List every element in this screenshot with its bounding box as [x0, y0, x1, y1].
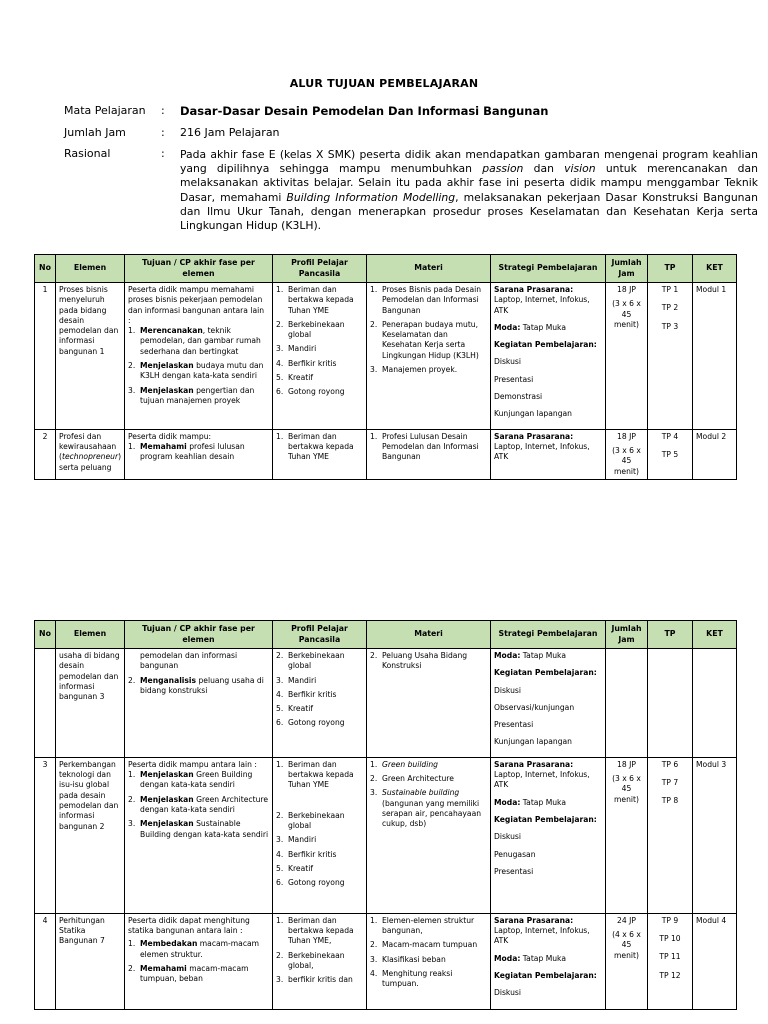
row-strategi: Sarana Prasarana: Laptop, Internet, Infokus, ATK Moda: Tatap Muka Kegiatan Pembelajaran: Diskusi Presentasi Demonstrasi Kunjungan lapangan: [491, 283, 606, 430]
row-tp: TP 4 TP 5: [648, 429, 693, 479]
header-strategi: Strategi Pembelajaran: [491, 621, 606, 649]
hours-value: 216 Jam Pelajaran: [180, 126, 280, 139]
hours-label: Jumlah Jam: [64, 126, 126, 139]
table-row: [35, 913, 737, 1009]
header-tp: TP: [648, 255, 693, 283]
row-profil: 2. Berkebinekaan global 3. Mandiri 4. Berfikir kritis 5. Kreatif 6. Gotong royong: [273, 649, 367, 758]
row-jam: 18 JP (3 x 6 x 45 menit): [606, 757, 648, 913]
header-materi: Materi: [367, 255, 491, 283]
table-header-row: [35, 621, 737, 649]
header-ket: KET: [693, 621, 737, 649]
row-strategi: Sarana Prasarana: Laptop, Internet, Infokus, ATK: [491, 429, 606, 479]
header-tujuan: Tujuan / CP akhir fase per elemen: [125, 255, 273, 283]
row-no: [35, 649, 56, 758]
row-materi: 1. Green building 2. Green Architecture 3. Sustainable building (bangunan yang memiliki serapan air, pencahayaan cukup, dsb): [367, 757, 491, 913]
row-jam: 18 JP (3 x 6 x 45 menit): [606, 283, 648, 430]
colon: :: [161, 147, 165, 160]
row-materi: 2. Peluang Usaha Bidang Konstruksi: [367, 649, 491, 758]
header-no: No: [35, 255, 56, 283]
header-jam: Jumlah Jam: [606, 621, 648, 649]
row-elemen: Perkembangan teknologi dan isu-isu global pada desain pemodelan dan informasi bangunan 2: [56, 757, 125, 913]
subject-value: Dasar-Dasar Desain Pemodelan Dan Informasi Bangunan: [180, 104, 549, 118]
row-tujuan: pemodelan dan informasi bangunan 2. Menganalisis peluang usaha di bidang konstruksi: [125, 649, 273, 758]
table-row: [35, 649, 737, 758]
row-profil: 1. Beriman dan bertakwa kepada Tuhan YME 2. Berkebinekaan global 3. Mandiri 4. Berfikir kritis 5. Kreatif 6. Gotong royong: [273, 283, 367, 430]
table-row: [35, 429, 737, 479]
row-ket: [693, 649, 737, 758]
header-strategi: Strategi Pembelajaran: [491, 255, 606, 283]
header-tp: TP: [648, 621, 693, 649]
row-materi: 1. Elemen-elemen struktur bangunan, 2. Macam-macam tumpuan 3. Klasifikasi beban 4. Menghitung reaksi tumpuan.: [367, 913, 491, 1009]
header-jam: Jumlah Jam: [606, 255, 648, 283]
header-materi: Materi: [367, 621, 491, 649]
row-tujuan: Peserta didik mampu memahami proses bisnis pekerjaan pemodelan dan informasi bangunan antara lain : 1. Merencanakan, teknik pemodelan, dan gambar rumah sederhana dan bertingkat 2. Menjelaskan budaya mutu dan K3LH dengan kata-kata sendiri 3. Menjelaskan pengertian dan tujuan manajemen proyek: [125, 283, 273, 430]
rationale-text: Pada akhir fase E (kelas X SMK) peserta didik akan mendapatkan gambaran mengenai program keahlian yang dipilihnya sehingga mampu menumbuhkan passion dan vision untuk merencanakan dan melaksanakan aktivitas belajar. Selain itu pada akhir fase ini peserta didik mampu menggambar Teknik Dasar, memahami Building Information Modelling, melaksanakan pekerjaan Dasar Konstruksi Bangunan dan Ilmu Ukur Tanah, dengan menerapkan prosedur proses Keselamatan dan Kesehatan Kerja serta Lingkungan Hidup (K3LH).: [180, 148, 758, 233]
document-title: ALUR TUJUAN PEMBELAJARAN: [289, 77, 479, 90]
colon: :: [161, 104, 165, 117]
row-no: 1: [35, 283, 56, 430]
colon: :: [161, 126, 165, 139]
row-tujuan: Peserta didik mampu antara lain : 1. Menjelaskan Green Building dengan kata-kata sendiri 2. Menjelaskan Green Architecture dengan kata-kata sendiri 3. Menjelaskan Sustainable Building dengan kata-kata sendiri: [125, 757, 273, 913]
rationale-label: Rasional: [64, 147, 111, 160]
row-strategi: Sarana Prasarana: Laptop, Internet, Infokus, ATK Moda: Tatap Muka Kegiatan Pembelajaran: Diskusi Penugasan Presentasi: [491, 757, 606, 913]
row-elemen: Perhitungan Statika Bangunan 7: [56, 913, 125, 1009]
row-elemen: Proses bisnis menyeluruh pada bidang desain pemodelan dan informasi bangunan 1: [56, 283, 125, 430]
row-profil: 1. Beriman dan bertakwa kepada Tuhan YME 2. Berkebinekaan global 3. Mandiri 4. Berfikir kritis 5. Kreatif 6. Gotong royong: [273, 757, 367, 913]
row-jam: 18 JP (3 x 6 x 45 menit): [606, 429, 648, 479]
row-ket: Modul 2: [693, 429, 737, 479]
header-ket: KET: [693, 255, 737, 283]
table-row: [35, 283, 737, 430]
header-profil: Profil Pelajar Pancasila: [273, 255, 367, 283]
row-tp: TP 1 TP 2 TP 3: [648, 283, 693, 430]
row-elemen: usaha di bidang desain pemodelan dan informasi bangunan 3: [56, 649, 125, 758]
row-tp: TP 9 TP 10 TP 11 TP 12: [648, 913, 693, 1009]
row-no: 4: [35, 913, 56, 1009]
row-strategi: Moda: Tatap Muka Kegiatan Pembelajaran: Diskusi Observasi/kunjungan Presentasi Kunjungan lapangan: [491, 649, 606, 758]
row-no: 2: [35, 429, 56, 479]
row-ket: Modul 3: [693, 757, 737, 913]
row-no: 3: [35, 757, 56, 913]
learning-flow-table-2: [34, 620, 737, 1010]
row-elemen: Profesi dan kewirausahaan (technopreneur) serta peluang: [56, 429, 125, 479]
header-no: No: [35, 621, 56, 649]
row-ket: Modul 4: [693, 913, 737, 1009]
row-jam: [606, 649, 648, 758]
row-tujuan: Peserta didik mampu: 1. Memahami profesi lulusan program keahlian desain: [125, 429, 273, 479]
row-materi: 1. Proses Bisnis pada Desain Pemodelan dan Informasi Bangunan 2. Penerapan budaya mutu, Keselamatan dan Kesehatan Kerja serta Lingkungan Hidup (K3LH) 3. Manajemen proyek.: [367, 283, 491, 430]
subject-label: Mata Pelajaran: [64, 104, 146, 117]
row-tujuan: Peserta didik dapat menghitung statika bangunan antara lain : 1. Membedakan macam-macam elemen struktur. 2. Memahami macam-macam tumpuan, beban: [125, 913, 273, 1009]
header-profil: Profil Pelajar Pancasila: [273, 621, 367, 649]
row-jam: 24 JP (4 x 6 x 45 menit): [606, 913, 648, 1009]
row-materi: 1. Profesi Lulusan Desain Pemodelan dan Informasi Bangunan: [367, 429, 491, 479]
row-profil: 1. Beriman dan bertakwa kepada Tuhan YME: [273, 429, 367, 479]
header-elemen: Elemen: [56, 255, 125, 283]
row-ket: Modul 1: [693, 283, 737, 430]
table-row: [35, 757, 737, 913]
row-strategi: Sarana Prasarana: Laptop, Internet, Infokus, ATK Moda: Tatap Muka Kegiatan Pembelajaran: Diskusi: [491, 913, 606, 1009]
row-tp: TP 6 TP 7 TP 8: [648, 757, 693, 913]
header-elemen: Elemen: [56, 621, 125, 649]
table-header-row: [35, 255, 737, 283]
learning-flow-table-1: [34, 254, 737, 480]
header-tujuan: Tujuan / CP akhir fase per elemen: [125, 621, 273, 649]
row-tp: [648, 649, 693, 758]
row-profil: 1. Beriman dan bertakwa kepada Tuhan YME, 2. Berkebinekaan global, 3. berfikir kritis dan: [273, 913, 367, 1009]
